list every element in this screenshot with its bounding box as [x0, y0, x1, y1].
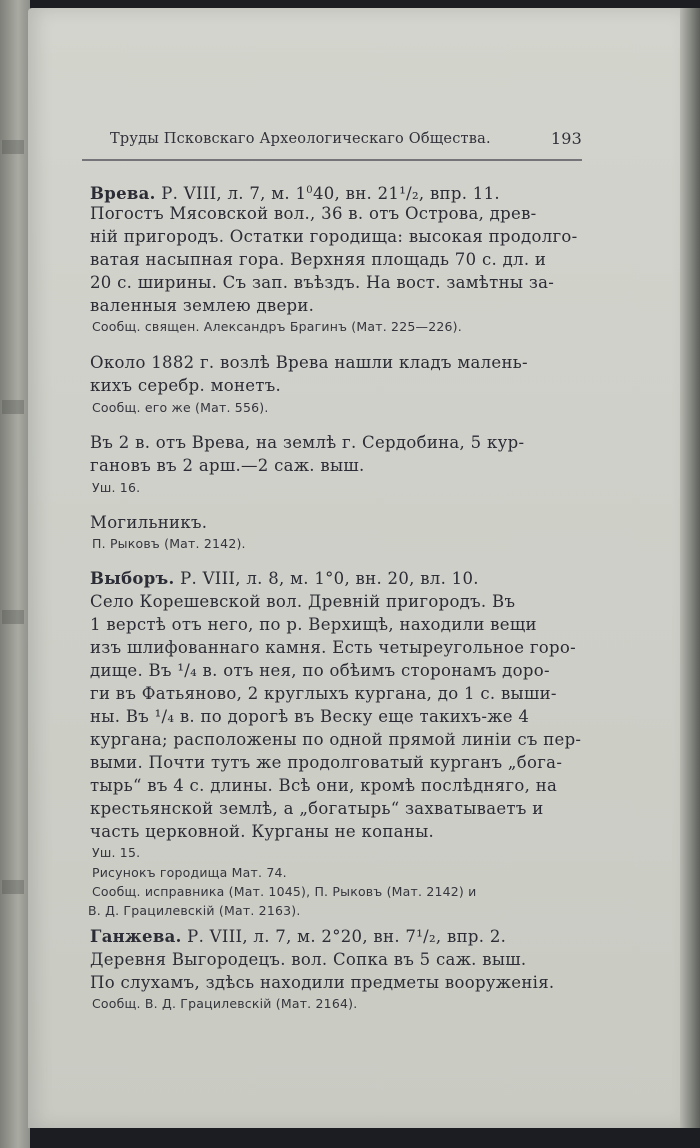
page-number: 193 — [550, 129, 582, 148]
left-page-edge — [0, 0, 30, 1148]
entry-coordinates: Р. VIII, л. 8, м. 1°0, вн. 20, вл. 10. — [174, 569, 479, 588]
source-note: Сообщ. исправника (Мат. 1045), П. Рыковъ (Мат. 2142) и — [92, 884, 477, 899]
text-line: нiй пригородъ. Остатки городища: высокая продолго- — [90, 227, 578, 246]
entry-coordinates-sup: 0 — [306, 185, 313, 196]
text-line: кургана; расположены по одной прямой линiи съ пер- — [90, 730, 582, 749]
text-line: выми. Почти тутъ же продолговатый курганъ „бога- — [90, 753, 563, 772]
source-note: Сообщ. В. Д. Грацилевскiй (Мат. 2164). — [92, 996, 358, 1011]
running-header-title: Труды Псковскаго Археологическаго Общества. — [110, 131, 491, 147]
text-line: 20 с. ширины. Съ зап. въѣздъ. На вост. замѣтны за- — [90, 273, 555, 292]
text-line: гановъ въ 2 арш.—2 саж. выш. — [90, 456, 365, 475]
entry-heading — [90, 180, 500, 205]
header-rule — [82, 159, 582, 161]
entry-name: Ганжева. — [90, 927, 182, 946]
text-line: Погостъ Мясовской вол., 36 в. отъ Острова, древ- — [90, 204, 537, 223]
text-line: тырь“ въ 4 с. длины. Всѣ они, кромѣ послѣдняго, на — [90, 776, 558, 795]
left-page-ghost-text — [2, 610, 24, 624]
text-line: изъ шлифованнаго камня. Есть четыреугольное горо- — [90, 638, 577, 657]
entry-coordinates: Р. VIII, л. 7, м. 2°20, вн. 7¹/₂, впр. 2. — [181, 927, 507, 946]
source-note: П. Рыковъ (Мат. 2142). — [92, 536, 246, 551]
left-page-ghost-text — [2, 140, 24, 154]
entry-heading — [90, 926, 506, 948]
source-note: Уш. 15. — [92, 845, 141, 860]
entry-heading — [90, 568, 479, 590]
text-line: Въ 2 в. отъ Врева, на землѣ г. Сердобина, 5 кур- — [90, 433, 525, 452]
page-right-edge — [680, 8, 700, 1128]
text-line: По слухамъ, здѣсь находили предметы вооруженiя. — [90, 973, 555, 992]
entry-name: Выборъ. — [90, 569, 175, 588]
text-line: 1 верстѣ отъ него, по р. Верхищѣ, находили вещи — [90, 615, 537, 634]
source-note: Сообщ. его же (Мат. 556). — [92, 400, 269, 415]
text-line: Могильникъ. — [90, 513, 208, 532]
left-page-ghost-text — [2, 880, 24, 894]
text-line: Около 1882 г. возлѣ Врева нашли кладъ малень- — [90, 353, 528, 372]
text-line: кихъ серебр. монетъ. — [90, 376, 282, 395]
text-line: ги въ Фатьяново, 2 круглыхъ кургана, до 1 с. выши- — [90, 684, 557, 703]
text-line: Деревня Выгородецъ. вол. Сопка въ 5 саж. выш. — [90, 950, 527, 969]
source-note: В. Д. Грацилевскiй (Мат. 2163). — [88, 903, 301, 918]
left-page-ghost-text — [2, 400, 24, 414]
text-line: дище. Въ ¹/₄ в. отъ нея, по обѣимъ сторонамъ доро- — [90, 661, 550, 680]
entry-coordinates: Р. VIII, л. 7, м. 1 — [155, 184, 307, 203]
entry-name: Врева. — [90, 184, 156, 203]
text-line: валенныя землею двери. — [90, 296, 315, 315]
text-line: часть церковной. Курганы не копаны. — [90, 822, 435, 841]
text-line: Село Корешевской вол. Древнiй пригородъ. Въ — [90, 592, 516, 611]
source-note: Рисунокъ городища Мат. 74. — [92, 865, 287, 880]
entry-coordinates: 40, вн. 21¹/₂, впр. 11. — [312, 184, 500, 203]
text-line: ватая насыпная гора. Верхняя площадь 70 с. дл. и — [90, 250, 547, 269]
text-line: ны. Въ ¹/₄ в. по дорогѣ въ Веску еще такихъ-же 4 — [90, 707, 530, 726]
source-note: Уш. 16. — [92, 480, 141, 495]
source-note: Сообщ. священ. Александръ Брагинъ (Мат. 225—226). — [92, 319, 462, 334]
text-line: крестьянской землѣ, а „богатырь“ захватываетъ и — [90, 799, 544, 818]
running-header — [82, 131, 582, 151]
